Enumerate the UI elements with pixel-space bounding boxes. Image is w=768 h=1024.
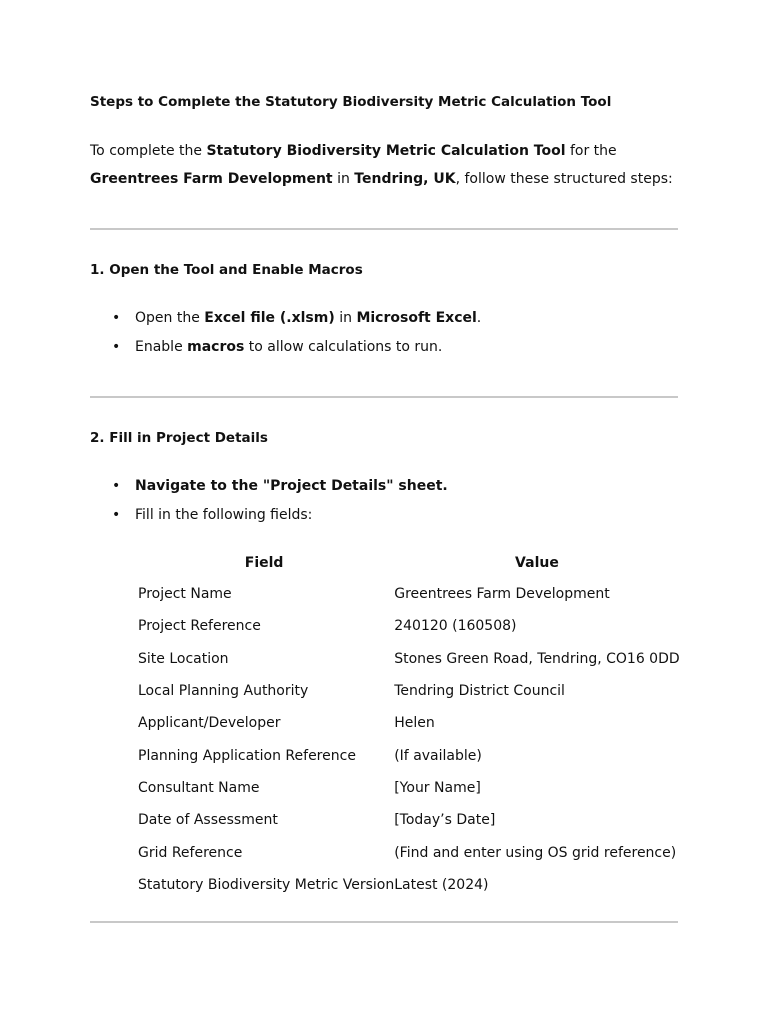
field-cell: Site Location — [138, 650, 229, 667]
table-row — [134, 610, 680, 642]
bullet-dot-icon: • — [112, 310, 121, 326]
table-header-value: Value — [515, 555, 559, 571]
horizontal-divider — [90, 921, 678, 923]
intro-text: for the — [565, 143, 617, 159]
field-cell: Project Name — [138, 586, 232, 603]
bullet-bold-text: macros — [187, 339, 245, 355]
field-cell: Local Planning Authority — [138, 683, 309, 700]
bullet-item — [112, 337, 481, 366]
table-row — [134, 772, 680, 804]
table-header-field: Field — [244, 555, 284, 571]
field-cell: Statutory Biodiversity Metric Version — [138, 876, 395, 893]
bullet-dot-icon: • — [112, 478, 121, 494]
intro-text: To complete the — [90, 143, 207, 159]
section-2-bullet-list — [112, 476, 448, 534]
table-row — [134, 836, 680, 868]
value-cell: [Today’s Date] — [394, 812, 496, 829]
document-title: Steps to Complete the Statutory Biodiversity Metric Calculation Tool — [90, 94, 612, 110]
field-cell: Date of Assessment — [138, 812, 278, 829]
horizontal-divider — [90, 396, 678, 398]
intro-tool-name: Statutory Biodiversity Metric Calculation Tool — [206, 143, 566, 159]
value-cell: Tendring District Council — [394, 683, 565, 700]
project-details-table — [134, 548, 680, 901]
intro-location: Tendring, UK — [354, 171, 456, 187]
table-header-row — [134, 548, 680, 578]
value-cell: Helen — [394, 715, 435, 732]
intro-paragraph — [90, 137, 678, 193]
field-cell: Project Reference — [138, 618, 261, 635]
field-cell: Grid Reference — [138, 844, 243, 861]
table-row — [134, 578, 680, 610]
field-cell: Consultant Name — [138, 779, 260, 796]
value-cell: (Find and enter using OS grid reference) — [394, 844, 677, 861]
value-cell: Greentrees Farm Development — [394, 586, 610, 603]
table-row — [134, 804, 680, 836]
bullet-dot-icon: • — [112, 339, 121, 355]
section-2-heading: 2. Fill in Project Details — [90, 430, 268, 446]
value-cell: Latest (2024) — [394, 876, 489, 893]
bullet-bold-text: Microsoft Excel — [356, 310, 477, 326]
table-row — [134, 707, 680, 739]
value-cell: 240120 (160508) — [394, 618, 517, 635]
value-cell: (If available) — [394, 747, 482, 764]
table-row — [134, 643, 680, 675]
bullet-text: in — [334, 310, 357, 326]
field-cell: Planning Application Reference — [138, 747, 356, 764]
bullet-text: Open the — [135, 310, 205, 326]
bullet-text: Enable — [135, 339, 188, 355]
bullet-bold-text: Excel file (.xlsm) — [204, 310, 335, 326]
horizontal-divider — [90, 228, 678, 230]
bullet-text: to allow calculations to run. — [244, 339, 443, 355]
intro-text: , follow these structured steps: — [455, 171, 673, 187]
bullet-bold-text: Navigate to the "Project Details" sheet. — [135, 478, 448, 494]
bullet-item — [112, 476, 448, 505]
bullet-text: Fill in the following fields: — [135, 507, 313, 523]
section-1-bullet-list — [112, 308, 481, 366]
intro-project-name: Greentrees Farm Development — [90, 171, 333, 187]
field-cell: Applicant/Developer — [138, 715, 281, 732]
intro-text: in — [332, 171, 355, 187]
bullet-text: . — [476, 310, 482, 326]
table-row — [134, 869, 680, 901]
bullet-dot-icon: • — [112, 507, 121, 523]
table-row — [134, 675, 680, 707]
section-1-heading: 1. Open the Tool and Enable Macros — [90, 262, 363, 278]
value-cell: [Your Name] — [394, 779, 481, 796]
bullet-item — [112, 308, 481, 337]
value-cell: Stones Green Road, Tendring, CO16 0DD — [394, 650, 680, 667]
table-row — [134, 739, 680, 771]
bullet-item — [112, 505, 448, 534]
